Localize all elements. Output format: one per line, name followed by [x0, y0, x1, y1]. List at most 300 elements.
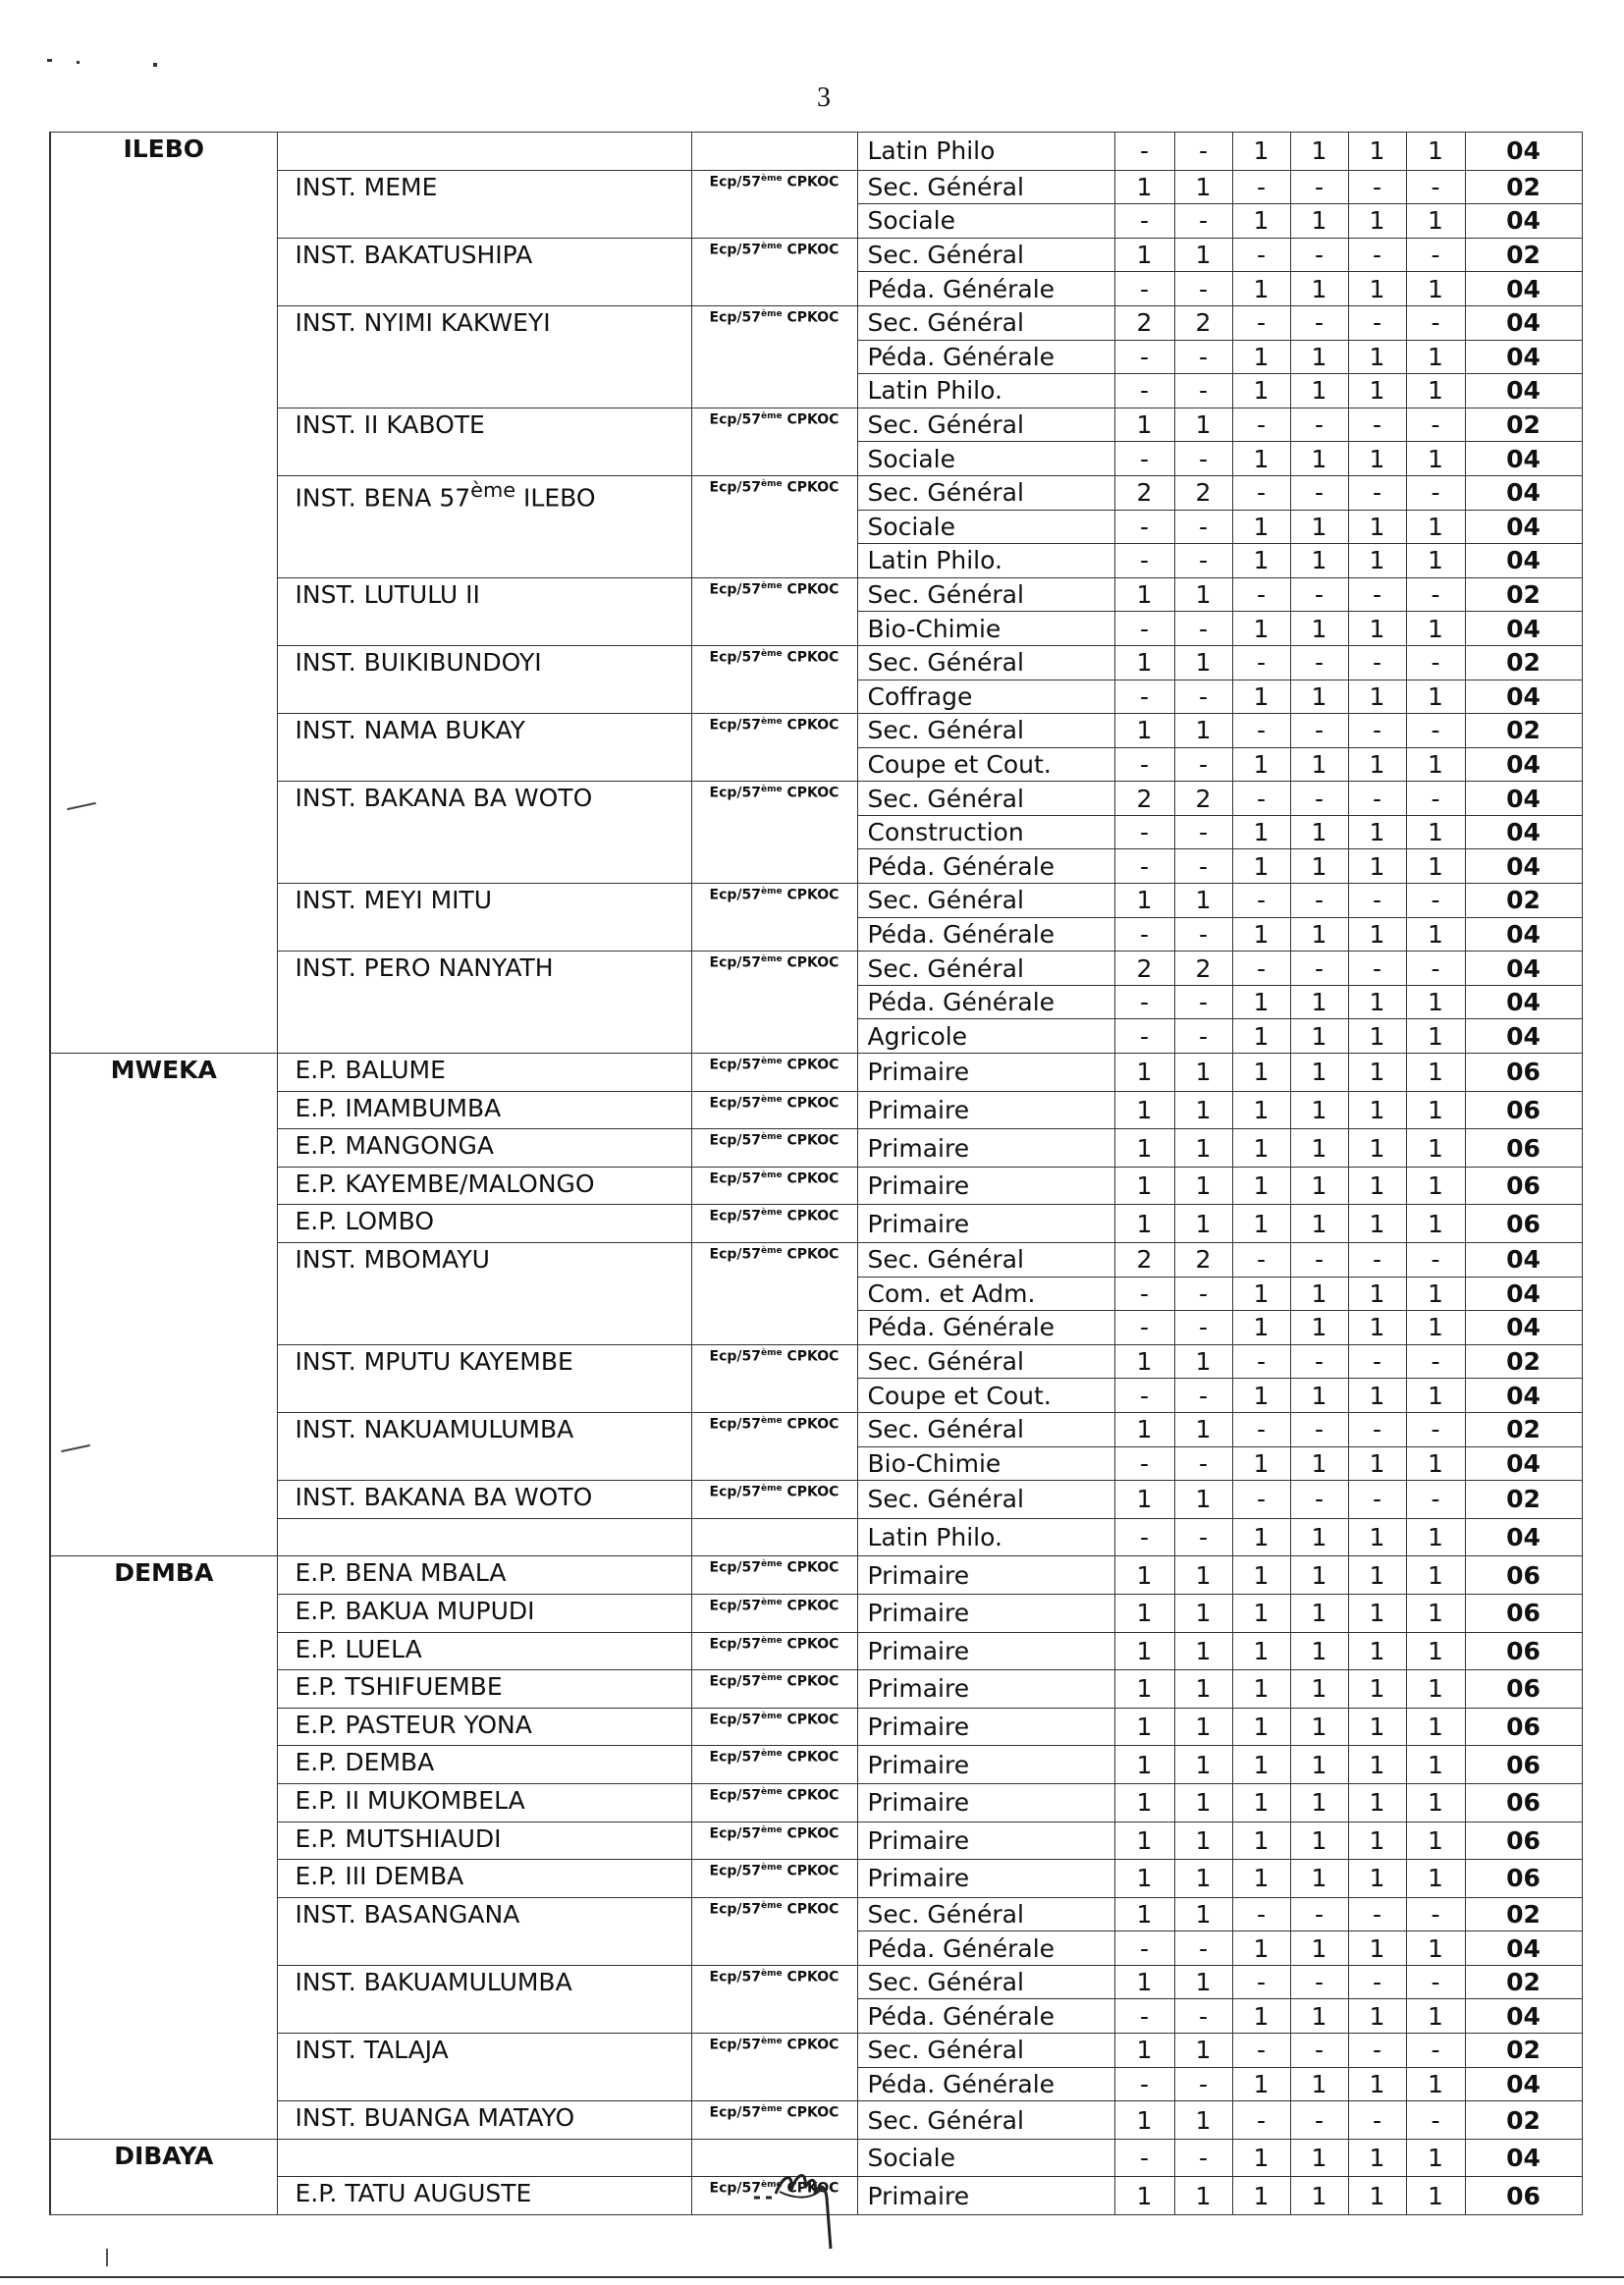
count-cell: -: [1406, 408, 1465, 442]
total-cell: 04: [1465, 1446, 1582, 1481]
count-cell: 1: [1406, 1708, 1465, 1746]
count-cell: -: [1290, 2101, 1348, 2140]
count-cell: -: [1406, 1412, 1465, 1446]
count-cell: 2: [1114, 952, 1174, 986]
cpkoc-code-cell: Ecp/57ème CPKOC: [691, 1243, 857, 1345]
option-cell: Sociale: [857, 204, 1114, 239]
table-row: [50, 577, 1582, 612]
school-name-cell: INST. MEYI MITU: [277, 884, 691, 952]
count-cell: 1: [1232, 1594, 1290, 1632]
count-cell: 1: [1406, 1311, 1465, 1345]
count-cell: 1: [1232, 917, 1290, 952]
count-cell: 1: [1406, 2177, 1465, 2215]
count-cell: -: [1232, 408, 1290, 442]
count-cell: 1: [1232, 815, 1290, 849]
count-cell: 1: [1174, 1860, 1232, 1898]
count-cell: 1: [1348, 1129, 1406, 1168]
count-cell: -: [1232, 1412, 1290, 1446]
count-cell: 1: [1174, 408, 1232, 442]
total-cell: 04: [1465, 1019, 1582, 1054]
count-cell: -: [1174, 374, 1232, 408]
option-cell: Latin Philo.: [857, 544, 1114, 578]
count-cell: -: [1114, 1446, 1174, 1481]
option-cell: Com. et Adm.: [857, 1277, 1114, 1311]
cpkoc-code-cell: [691, 1518, 857, 1556]
option-cell: Sec. Général: [857, 408, 1114, 442]
count-cell: 1: [1114, 1556, 1174, 1595]
school-name-cell: INST. BENA 57ème ILEBO: [277, 475, 691, 577]
count-cell: 1: [1114, 1344, 1174, 1379]
count-cell: 1: [1290, 1594, 1348, 1632]
count-cell: 1: [1290, 2177, 1348, 2215]
option-cell: Péda. Générale: [857, 985, 1114, 1019]
count-cell: -: [1290, 1965, 1348, 1999]
count-cell: 1: [1114, 1091, 1174, 1129]
table-row: [50, 1670, 1582, 1709]
count-cell: -: [1348, 1344, 1406, 1379]
count-cell: 1: [1174, 1632, 1232, 1670]
option-cell: Coupe et Cout.: [857, 747, 1114, 782]
table-row: [50, 1708, 1582, 1746]
count-cell: 1: [1348, 1277, 1406, 1311]
table-row: [50, 1481, 1582, 1519]
count-cell: -: [1114, 680, 1174, 714]
count-cell: 1: [1174, 1965, 1232, 1999]
option-cell: Péda. Générale: [857, 1311, 1114, 1345]
option-cell: Sec. Général: [857, 170, 1114, 204]
count-cell: 1: [1406, 1379, 1465, 1413]
table-row: [50, 1167, 1582, 1205]
count-cell: 1: [1232, 1054, 1290, 1092]
total-cell: 04: [1465, 475, 1582, 510]
table-row: [50, 238, 1582, 272]
count-cell: 1: [1406, 340, 1465, 374]
total-cell: 02: [1465, 2101, 1582, 2140]
cpkoc-code-cell: Ecp/57ème CPKOC: [691, 408, 857, 475]
school-name-cell: INST. II KABOTE: [277, 408, 691, 475]
total-cell: 04: [1465, 917, 1582, 952]
table-row: [50, 2034, 1582, 2068]
option-cell: Sec. Général: [857, 577, 1114, 612]
count-cell: 1: [1406, 1632, 1465, 1670]
school-name-cell: INST. TALAJA: [277, 2034, 691, 2101]
total-cell: 06: [1465, 1129, 1582, 1168]
count-cell: -: [1232, 2101, 1290, 2140]
school-name-cell: INST. BUIKIBUNDOYI: [277, 645, 691, 713]
count-cell: 1: [1232, 849, 1290, 884]
count-cell: -: [1114, 612, 1174, 646]
count-cell: 1: [1114, 1708, 1174, 1746]
count-cell: 1: [1114, 1054, 1174, 1092]
count-cell: 1: [1174, 2177, 1232, 2215]
count-cell: 1: [1114, 577, 1174, 612]
scan-dot: [153, 63, 157, 67]
total-cell: 04: [1465, 782, 1582, 816]
total-cell: 06: [1465, 1205, 1582, 1243]
count-cell: -: [1406, 577, 1465, 612]
total-cell: 04: [1465, 1999, 1582, 2034]
count-cell: 1: [1348, 2177, 1406, 2215]
count-cell: -: [1290, 1344, 1348, 1379]
total-cell: 02: [1465, 1897, 1582, 1931]
count-cell: -: [1348, 577, 1406, 612]
count-cell: 1: [1114, 2101, 1174, 2140]
cpkoc-code-cell: Ecp/57ème CPKOC: [691, 1167, 857, 1205]
cpkoc-code-cell: Ecp/57ème CPKOC: [691, 475, 857, 577]
count-cell: 1: [1114, 2034, 1174, 2068]
count-cell: 1: [1406, 1019, 1465, 1054]
count-cell: 2: [1114, 305, 1174, 340]
count-cell: 1: [1406, 985, 1465, 1019]
count-cell: 1: [1232, 985, 1290, 1019]
table-row: [50, 1897, 1582, 1931]
total-cell: 04: [1465, 544, 1582, 578]
count-cell: -: [1114, 1379, 1174, 1413]
option-cell: Sec. Général: [857, 1897, 1114, 1931]
count-cell: -: [1174, 204, 1232, 239]
count-cell: 1: [1232, 544, 1290, 578]
school-name-cell: INST. NYIMI KAKWEYI: [277, 305, 691, 408]
count-cell: -: [1114, 510, 1174, 544]
count-cell: -: [1348, 305, 1406, 340]
total-cell: 04: [1465, 849, 1582, 884]
option-cell: Primaire: [857, 1822, 1114, 1860]
school-name-cell: INST. MEME: [277, 170, 691, 238]
option-cell: Latin Philo: [857, 133, 1114, 171]
total-cell: 04: [1465, 204, 1582, 239]
total-cell: 04: [1465, 815, 1582, 849]
count-cell: 2: [1174, 782, 1232, 816]
count-cell: 1: [1290, 1054, 1348, 1092]
count-cell: 1: [1290, 442, 1348, 476]
count-cell: 1: [1114, 1897, 1174, 1931]
option-cell: Péda. Générale: [857, 2067, 1114, 2101]
count-cell: 1: [1174, 238, 1232, 272]
count-cell: -: [1406, 1243, 1465, 1278]
option-cell: Sociale: [857, 442, 1114, 476]
option-cell: Sec. Général: [857, 475, 1114, 510]
cpkoc-code-cell: Ecp/57ème CPKOC: [691, 645, 857, 713]
count-cell: -: [1174, 815, 1232, 849]
count-cell: -: [1232, 1481, 1290, 1519]
count-cell: 1: [1348, 612, 1406, 646]
count-cell: -: [1174, 1518, 1232, 1556]
count-cell: 1: [1406, 544, 1465, 578]
count-cell: -: [1406, 952, 1465, 986]
table-row: [50, 1129, 1582, 1168]
count-cell: 1: [1232, 1311, 1290, 1345]
count-cell: -: [1114, 133, 1174, 171]
count-cell: -: [1114, 747, 1174, 782]
cpkoc-code-cell: Ecp/57ème CPKOC: [691, 1594, 857, 1632]
count-cell: 1: [1348, 272, 1406, 306]
count-cell: -: [1114, 442, 1174, 476]
count-cell: 1: [1290, 747, 1348, 782]
total-cell: 04: [1465, 1243, 1582, 1278]
count-cell: 1: [1290, 133, 1348, 171]
count-cell: -: [1348, 1897, 1406, 1931]
count-cell: 1: [1406, 1931, 1465, 1966]
count-cell: -: [1406, 645, 1465, 680]
count-cell: -: [1232, 714, 1290, 748]
school-name-cell: [277, 1518, 691, 1556]
count-cell: 1: [1348, 204, 1406, 239]
count-cell: 1: [1406, 272, 1465, 306]
count-cell: -: [1174, 985, 1232, 1019]
count-cell: 1: [1232, 680, 1290, 714]
count-cell: -: [1406, 305, 1465, 340]
count-cell: 1: [1348, 1746, 1406, 1784]
count-cell: 1: [1348, 1594, 1406, 1632]
count-cell: 1: [1232, 1277, 1290, 1311]
count-cell: 1: [1348, 917, 1406, 952]
count-cell: 1: [1348, 680, 1406, 714]
school-name-cell: E.P. TATU AUGUSTE: [277, 2177, 691, 2215]
count-cell: -: [1290, 1243, 1348, 1278]
count-cell: 1: [1290, 680, 1348, 714]
count-cell: 1: [1232, 1205, 1290, 1243]
option-cell: Péda. Générale: [857, 340, 1114, 374]
count-cell: 1: [1290, 1019, 1348, 1054]
count-cell: -: [1232, 577, 1290, 612]
count-cell: -: [1114, 1931, 1174, 1966]
count-cell: -: [1114, 1999, 1174, 2034]
count-cell: -: [1232, 2034, 1290, 2068]
option-cell: Sec. Général: [857, 2034, 1114, 2068]
table-row: [50, 1860, 1582, 1898]
count-cell: -: [1174, 1019, 1232, 1054]
option-cell: Sec. Général: [857, 645, 1114, 680]
count-cell: 2: [1174, 305, 1232, 340]
cpkoc-code-cell: Ecp/57ème CPKOC: [691, 1897, 857, 1965]
count-cell: 2: [1114, 1243, 1174, 1278]
table-row: [50, 1965, 1582, 1999]
count-cell: 1: [1114, 408, 1174, 442]
count-cell: -: [1114, 204, 1174, 239]
count-cell: 1: [1174, 1205, 1232, 1243]
option-cell: Sec. Général: [857, 1344, 1114, 1379]
total-cell: 06: [1465, 1822, 1582, 1860]
count-cell: 1: [1348, 1091, 1406, 1129]
school-name-cell: E.P. BALUME: [277, 1054, 691, 1092]
school-name-cell: INST. MPUTU KAYEMBE: [277, 1344, 691, 1412]
school-name-cell: E.P. IMAMBUMBA: [277, 1091, 691, 1129]
count-cell: 1: [1406, 747, 1465, 782]
option-cell: Primaire: [857, 1054, 1114, 1092]
count-cell: 1: [1114, 1632, 1174, 1670]
count-cell: 1: [1406, 917, 1465, 952]
count-cell: -: [1348, 408, 1406, 442]
total-cell: 04: [1465, 510, 1582, 544]
count-cell: -: [1232, 170, 1290, 204]
total-cell: 06: [1465, 1783, 1582, 1822]
school-name-cell: INST. BUANGA MATAYO: [277, 2101, 691, 2140]
count-cell: 1: [1348, 1205, 1406, 1243]
cpkoc-code-cell: [691, 133, 857, 171]
count-cell: 1: [1232, 1783, 1290, 1822]
count-cell: 1: [1114, 1167, 1174, 1205]
count-cell: 1: [1290, 1670, 1348, 1709]
count-cell: -: [1174, 917, 1232, 952]
count-cell: 1: [1174, 1344, 1232, 1379]
cpkoc-code-cell: Ecp/57ème CPKOC: [691, 2101, 857, 2140]
scan-dot: [77, 61, 80, 64]
count-cell: 1: [1174, 1167, 1232, 1205]
count-cell: 1: [1232, 1446, 1290, 1481]
count-cell: 1: [1290, 272, 1348, 306]
option-cell: Sec. Général: [857, 1412, 1114, 1446]
total-cell: 04: [1465, 680, 1582, 714]
option-cell: Primaire: [857, 1205, 1114, 1243]
count-cell: -: [1406, 714, 1465, 748]
allocation-table: [49, 132, 1583, 2215]
count-cell: 1: [1348, 1708, 1406, 1746]
count-cell: 1: [1232, 1670, 1290, 1709]
count-cell: -: [1232, 1965, 1290, 1999]
option-cell: Sociale: [857, 2139, 1114, 2177]
total-cell: 06: [1465, 1091, 1582, 1129]
count-cell: -: [1290, 884, 1348, 918]
count-cell: 1: [1290, 2139, 1348, 2177]
school-name-cell: [277, 133, 691, 171]
option-cell: Construction: [857, 815, 1114, 849]
district-cell: DEMBA: [50, 1556, 277, 2140]
school-name-cell: INST. BASANGANA: [277, 1897, 691, 1965]
count-cell: -: [1232, 238, 1290, 272]
total-cell: 04: [1465, 985, 1582, 1019]
total-cell: 04: [1465, 747, 1582, 782]
count-cell: 1: [1406, 1167, 1465, 1205]
count-cell: 1: [1174, 1897, 1232, 1931]
count-cell: 1: [1406, 1746, 1465, 1784]
count-cell: 1: [1232, 1999, 1290, 2034]
table-row: [50, 645, 1582, 680]
count-cell: 1: [1406, 2139, 1465, 2177]
count-cell: 1: [1406, 1999, 1465, 2034]
count-cell: 1: [1232, 1708, 1290, 1746]
count-cell: 1: [1290, 1556, 1348, 1595]
option-cell: Primaire: [857, 1556, 1114, 1595]
count-cell: 1: [1406, 374, 1465, 408]
scan-dot: [47, 59, 52, 62]
count-cell: -: [1174, 1379, 1232, 1413]
count-cell: 1: [1348, 133, 1406, 171]
option-cell: Sec. Général: [857, 1481, 1114, 1519]
count-cell: -: [1348, 1412, 1406, 1446]
district-cell: DIBAYA: [50, 2139, 277, 2214]
count-cell: -: [1406, 1965, 1465, 1999]
count-cell: 1: [1174, 1822, 1232, 1860]
count-cell: 1: [1290, 1129, 1348, 1168]
option-cell: Sec. Général: [857, 1243, 1114, 1278]
cpkoc-code-cell: Ecp/57ème CPKOC: [691, 1481, 857, 1519]
table-row: [50, 1243, 1582, 1278]
count-cell: 1: [1406, 1860, 1465, 1898]
total-cell: 02: [1465, 1481, 1582, 1519]
count-cell: 1: [1348, 2067, 1406, 2101]
table-row: [50, 952, 1582, 986]
count-cell: -: [1232, 952, 1290, 986]
count-cell: 1: [1348, 985, 1406, 1019]
count-cell: 1: [1290, 849, 1348, 884]
count-cell: 1: [1348, 815, 1406, 849]
count-cell: -: [1232, 305, 1290, 340]
school-name-cell: INST. NAMA BUKAY: [277, 714, 691, 782]
cpkoc-code-cell: Ecp/57ème CPKOC: [691, 1412, 857, 1480]
table-row: [50, 305, 1582, 340]
count-cell: -: [1114, 1518, 1174, 1556]
total-cell: 02: [1465, 577, 1582, 612]
option-cell: Coupe et Cout.: [857, 1379, 1114, 1413]
total-cell: 06: [1465, 2177, 1582, 2215]
count-cell: 1: [1232, 1556, 1290, 1595]
count-cell: 1: [1406, 1822, 1465, 1860]
count-cell: -: [1406, 782, 1465, 816]
count-cell: 1: [1290, 340, 1348, 374]
count-cell: 2: [1114, 782, 1174, 816]
count-cell: -: [1406, 475, 1465, 510]
table-row: [50, 1822, 1582, 1860]
count-cell: -: [1290, 782, 1348, 816]
count-cell: 1: [1348, 1999, 1406, 2034]
total-cell: 04: [1465, 2067, 1582, 2101]
count-cell: -: [1406, 170, 1465, 204]
cpkoc-code-cell: Ecp/57ème CPKOC: [691, 1822, 857, 1860]
count-cell: -: [1406, 2101, 1465, 2140]
total-cell: 06: [1465, 1746, 1582, 1784]
count-cell: 1: [1290, 1167, 1348, 1205]
count-cell: -: [1348, 2101, 1406, 2140]
total-cell: 06: [1465, 1860, 1582, 1898]
option-cell: Primaire: [857, 1129, 1114, 1168]
total-cell: 04: [1465, 442, 1582, 476]
count-cell: 1: [1348, 544, 1406, 578]
count-cell: 1: [1406, 1446, 1465, 1481]
total-cell: 02: [1465, 170, 1582, 204]
count-cell: 1: [1290, 1091, 1348, 1129]
table-row: [50, 1594, 1582, 1632]
cpkoc-code-cell: Ecp/57ème CPKOC: [691, 2177, 857, 2215]
cpkoc-code-cell: Ecp/57ème CPKOC: [691, 1205, 857, 1243]
cpkoc-code-cell: Ecp/57ème CPKOC: [691, 577, 857, 645]
count-cell: 1: [1114, 1822, 1174, 1860]
school-name-cell: E.P. MUTSHIAUDI: [277, 1822, 691, 1860]
count-cell: 1: [1406, 815, 1465, 849]
school-name-cell: E.P. PASTEUR YONA: [277, 1708, 691, 1746]
count-cell: 1: [1348, 1632, 1406, 1670]
school-name-cell: E.P. KAYEMBE/MALONGO: [277, 1167, 691, 1205]
school-name-cell: E.P. BAKUA MUPUDI: [277, 1594, 691, 1632]
table-body: [50, 133, 1582, 2215]
total-cell: 04: [1465, 952, 1582, 986]
count-cell: 1: [1290, 1783, 1348, 1822]
count-cell: 1: [1290, 1999, 1348, 2034]
count-cell: 1: [1232, 1518, 1290, 1556]
count-cell: 1: [1348, 1860, 1406, 1898]
count-cell: 1: [1174, 2101, 1232, 2140]
cpkoc-code-cell: Ecp/57ème CPKOC: [691, 1783, 857, 1822]
count-cell: 1: [1174, 1708, 1232, 1746]
option-cell: Primaire: [857, 1708, 1114, 1746]
count-cell: -: [1232, 1344, 1290, 1379]
count-cell: 1: [1174, 1556, 1232, 1595]
count-cell: -: [1174, 747, 1232, 782]
total-cell: 04: [1465, 1518, 1582, 1556]
total-cell: 06: [1465, 1708, 1582, 1746]
count-cell: 1: [1232, 2139, 1290, 2177]
count-cell: -: [1114, 340, 1174, 374]
count-cell: -: [1348, 1965, 1406, 1999]
